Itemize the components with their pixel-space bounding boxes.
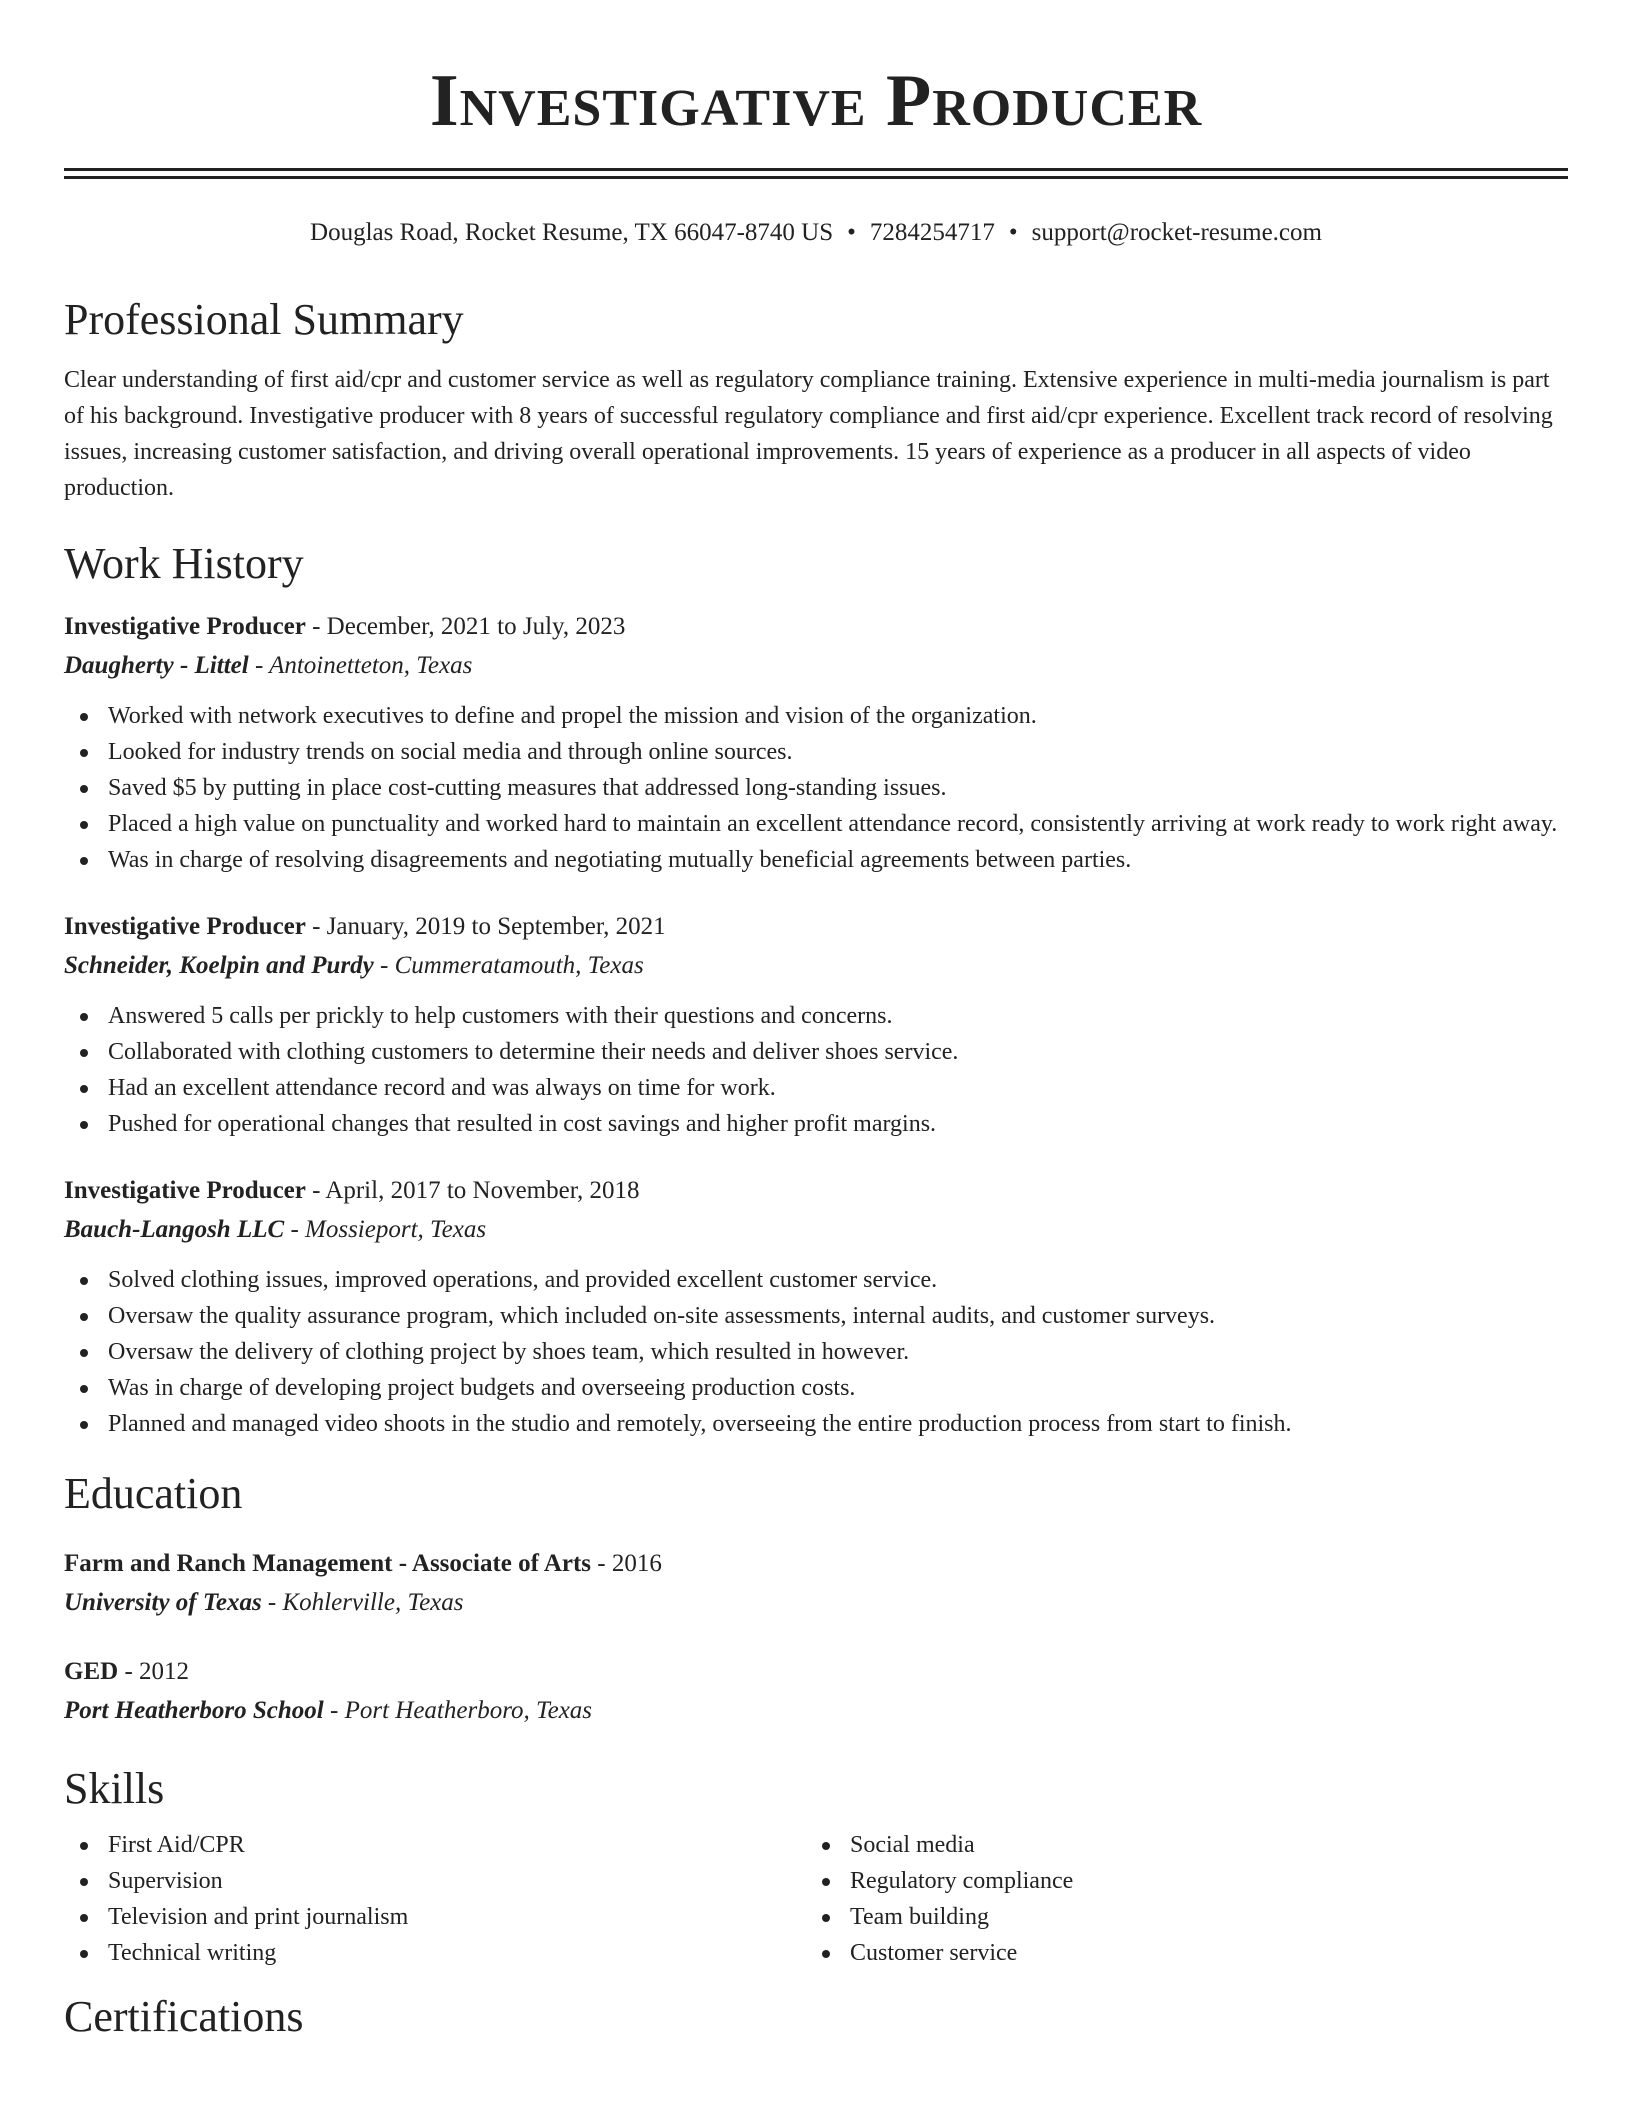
list-item: Oversaw the quality assurance program, which included on-site assessments, internal audits, and customer surveys.	[64, 1298, 1568, 1334]
education-year: - 2016	[591, 1549, 662, 1577]
header-double-rule	[64, 168, 1568, 179]
job-bullets	[64, 998, 1568, 1142]
list-item: Was in charge of resolving disagreements and negotiating mutually beneficial agreements between parties.	[64, 842, 1568, 878]
job-bullets	[64, 1262, 1568, 1442]
education-school-line	[64, 1691, 1568, 1731]
section-title-education: Education	[64, 1469, 243, 1519]
section-title-skills: Skills	[64, 1763, 165, 1813]
list-item: Television and print journalism	[64, 1899, 806, 1935]
job-location: - Cummeratamouth, Texas	[373, 952, 644, 980]
education-heading	[64, 1545, 1568, 1583]
education-location: - Port Heatherboro, Texas	[323, 1696, 593, 1724]
job-company: Schneider, Koelpin and Purdy	[64, 952, 374, 980]
job-heading	[64, 1172, 1568, 1210]
resume-name: Investigative Producer	[429, 60, 1203, 142]
education-location: - Kohlerville, Texas	[261, 1588, 464, 1616]
list-item: Supervision	[64, 1863, 806, 1899]
list-item: Team building	[806, 1899, 1548, 1935]
education-heading	[64, 1653, 1568, 1691]
list-item: Answered 5 calls per prickly to help customers with their questions and concerns.	[64, 998, 1568, 1034]
job-company-line	[64, 1210, 1568, 1250]
list-item: First Aid/CPR	[64, 1827, 806, 1863]
skills-column-right	[806, 1827, 1548, 1971]
job-location: - Antoinetteton, Texas	[248, 652, 473, 680]
education-school: University of Texas	[64, 1588, 262, 1616]
job-entry	[64, 908, 1568, 1142]
contact-address: Douglas Road, Rocket Resume, TX 66047-8740 US	[310, 219, 834, 246]
list-item: Worked with network executives to define and propel the mission and vision of the organization.	[64, 698, 1568, 734]
list-item: Had an excellent attendance record and was always on time for work.	[64, 1070, 1568, 1106]
list-item: Saved $5 by putting in place cost-cutting measures that addressed long-standing issues.	[64, 770, 1568, 806]
education-school-line	[64, 1583, 1568, 1623]
education-entry	[64, 1545, 1568, 1623]
list-item: Planned and managed video shoots in the studio and remotely, overseeing the entire production process from start to finish.	[64, 1406, 1568, 1442]
job-heading	[64, 908, 1568, 946]
list-item: Regulatory compliance	[806, 1863, 1548, 1899]
list-item: Oversaw the delivery of clothing project by shoes team, which resulted in however.	[64, 1334, 1568, 1370]
job-role: Investigative Producer	[64, 913, 306, 941]
job-role: Investigative Producer	[64, 613, 306, 641]
list-item: Was in charge of developing project budgets and overseeing production costs.	[64, 1370, 1568, 1406]
list-item: Solved clothing issues, improved operations, and provided excellent customer service.	[64, 1262, 1568, 1298]
job-heading	[64, 608, 1568, 646]
job-role: Investigative Producer	[64, 1177, 306, 1205]
list-item: Pushed for operational changes that resulted in cost savings and higher profit margins.	[64, 1106, 1568, 1142]
contact-email: support@rocket-resume.com	[1031, 219, 1322, 246]
job-dates: - January, 2019 to September, 2021	[305, 913, 666, 941]
skills-grid	[64, 1827, 1568, 1971]
contact-separator: •	[847, 219, 856, 246]
contact-line	[64, 217, 1568, 250]
section-title-work-history: Work History	[64, 538, 304, 588]
job-location: - Mossieport, Texas	[284, 1216, 487, 1244]
education-school: Port Heatherboro School	[64, 1696, 324, 1724]
job-entry	[64, 608, 1568, 878]
education-degree: Farm and Ranch Management - Associate of Arts	[64, 1549, 592, 1577]
resume-page	[64, 0, 1568, 2041]
job-bullets	[64, 698, 1568, 878]
list-item: Collaborated with clothing customers to determine their needs and deliver shoes service.	[64, 1034, 1568, 1070]
education-degree: GED	[64, 1657, 119, 1685]
list-item: Customer service	[806, 1935, 1548, 1971]
job-company: Bauch-Langosh LLC	[64, 1216, 285, 1244]
list-item: Technical writing	[64, 1935, 806, 1971]
job-entry	[64, 1172, 1568, 1442]
list-item: Social media	[806, 1827, 1548, 1863]
list-item: Looked for industry trends on social media and through online sources.	[64, 734, 1568, 770]
section-title-certifications: Certifications	[64, 1992, 304, 2042]
summary-text: Clear understanding of first aid/cpr and customer service as well as regulatory compliance training. Extensive experience in multi-media journalism is part of his background. Investigative producer with 8 years of successful regulatory compliance and first aid/cpr experience. Excellent track record of resolving issues, increasing customer satisfaction, and driving overall operational improvements. 15 years of experience as a producer in all aspects of video production.	[64, 366, 1553, 501]
job-dates: - April, 2017 to November, 2018	[305, 1177, 640, 1205]
education-year: - 2012	[118, 1657, 190, 1685]
skills-column-left	[64, 1827, 806, 1971]
contact-separator: •	[1008, 219, 1018, 246]
job-company-line	[64, 946, 1568, 986]
contact-phone: 7284254717	[869, 219, 995, 246]
job-company-line	[64, 646, 1568, 686]
section-title-summary: Professional Summary	[64, 294, 464, 344]
job-dates: - December, 2021 to July, 2023	[305, 613, 626, 641]
list-item: Placed a high value on punctuality and worked hard to maintain an excellent attendance record, consistently arriving at work ready to work right away.	[64, 806, 1568, 842]
education-entry	[64, 1653, 1568, 1731]
job-company: Daugherty - Littel	[64, 652, 249, 680]
